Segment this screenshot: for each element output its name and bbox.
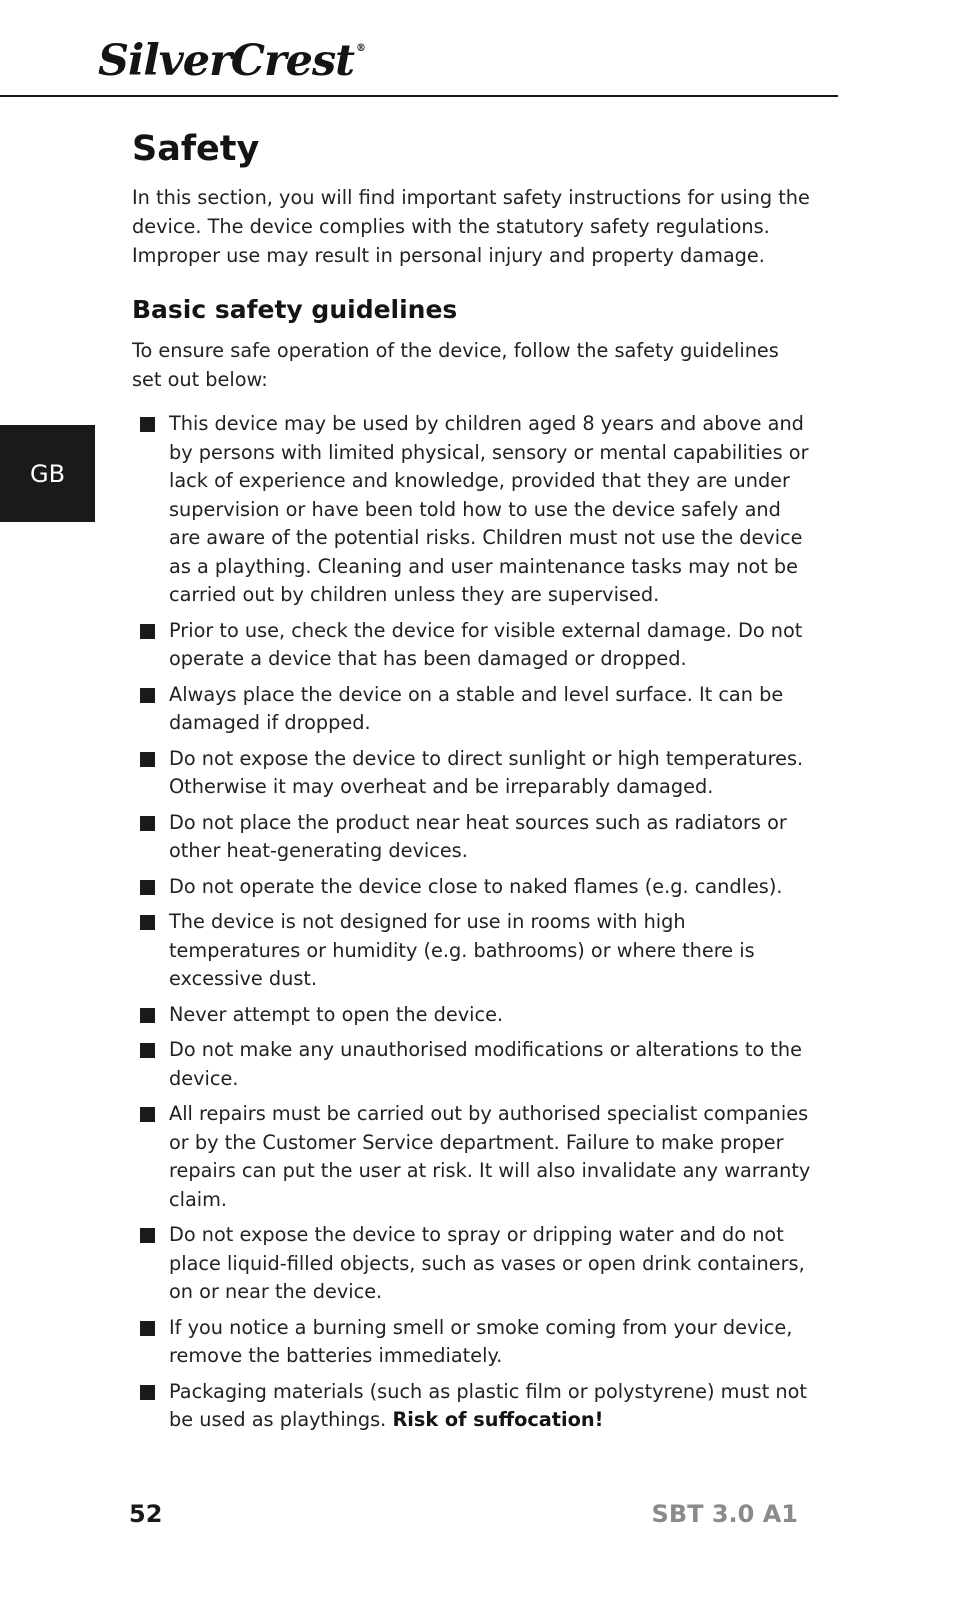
guideline-item	[132, 681, 812, 738]
square-bullet-icon	[140, 1107, 155, 1122]
guideline-text: If you notice a burning smell or smoke coming from your device, remove the batteries immediately.	[169, 1315, 793, 1367]
guideline-text: Packaging materials (such as plastic film or polystyrene) must not be used as playthings.	[169, 1379, 807, 1431]
square-bullet-icon	[140, 1385, 155, 1400]
guideline-text: Never attempt to open the device.	[169, 1002, 504, 1026]
guideline-item	[132, 745, 812, 802]
square-bullet-icon	[140, 752, 155, 767]
square-bullet-icon	[140, 624, 155, 639]
guideline-text: The device is not designed for use in rooms with high temperatures or humidity (e.g. bathrooms) or where there is excessive dust.	[169, 910, 755, 990]
guideline-item	[132, 617, 812, 674]
guideline-item	[132, 1221, 812, 1307]
square-bullet-icon	[140, 816, 155, 831]
guideline-item	[132, 908, 812, 994]
guideline-item	[132, 410, 812, 610]
guideline-item	[132, 1100, 812, 1214]
header-divider	[0, 95, 838, 97]
square-bullet-icon	[140, 1321, 155, 1336]
guideline-item	[132, 1314, 812, 1371]
square-bullet-icon	[140, 880, 155, 895]
model-number: SBT 3.0 A1	[651, 1500, 798, 1528]
section-intro: In this section, you will find important safety instructions for using the device. The device complies with the statutory safety regulations. Improper use may result in personal injury and property damage.	[132, 185, 810, 267]
guideline-text: Prior to use, check the device for visible external damage. Do not operate a device that has been damaged or dropped.	[169, 618, 803, 670]
square-bullet-icon	[140, 417, 155, 432]
guideline-text: All repairs must be carried out by authorised specialist companies or by the Customer Service department. Failure to make proper repairs can put the user at risk. It will also invalidate any warranty claim.	[169, 1102, 811, 1211]
guideline-text: Do not expose the device to direct sunlight or high temperatures. Otherwise it may overheat and be irreparably damaged.	[169, 746, 804, 798]
language-tab	[0, 425, 95, 522]
guideline-item	[132, 809, 812, 866]
suffocation-warning: Risk of suffocation!	[392, 1408, 604, 1431]
square-bullet-icon	[140, 1008, 155, 1023]
guideline-text: This device may be used by children aged 8 years and above and by persons with limited physical, sensory or mental capabilities or lack of experience and knowledge, provided that they are under supervision or have been told how to use the device safely and are aware of the potential risks. Children must not use the device as a plaything. Cleaning and user maintenance tasks may not be carried out by children unless they are supervised.	[169, 412, 809, 606]
guideline-item	[132, 1001, 812, 1030]
subsection-lead: To ensure safe operation of the device, follow the safety guidelines set out below:	[132, 339, 779, 391]
guideline-item	[132, 1036, 812, 1093]
subsection-title: Basic safety guidelines	[132, 294, 458, 324]
main-content	[132, 130, 812, 1442]
guideline-list	[132, 410, 812, 1435]
square-bullet-icon	[140, 915, 155, 930]
square-bullet-icon	[140, 688, 155, 703]
guideline-text: Do not operate the device close to naked flames (e.g. candles).	[169, 874, 783, 898]
section-title: Safety	[132, 129, 260, 169]
language-label: GB	[29, 459, 66, 488]
registered-mark: ®	[356, 43, 366, 54]
brand-logo	[98, 36, 366, 86]
page-number: 52	[129, 1500, 163, 1528]
guideline-item	[132, 1378, 812, 1435]
square-bullet-icon	[140, 1043, 155, 1058]
square-bullet-icon	[140, 1228, 155, 1243]
guideline-text: Do not make any unauthorised modifications or alterations to the device.	[169, 1038, 803, 1090]
brand-name: SilverCrest	[98, 36, 355, 86]
guideline-text: Do not expose the device to spray or dripping water and do not place liquid-filled objects, such as vases or open drink containers, on or near the device.	[169, 1223, 805, 1303]
guideline-item	[132, 873, 812, 902]
guideline-text: Always place the device on a stable and level surface. It can be damaged if dropped.	[169, 682, 784, 734]
guideline-text: Do not place the product near heat sources such as radiators or other heat-generating devices.	[169, 810, 787, 862]
